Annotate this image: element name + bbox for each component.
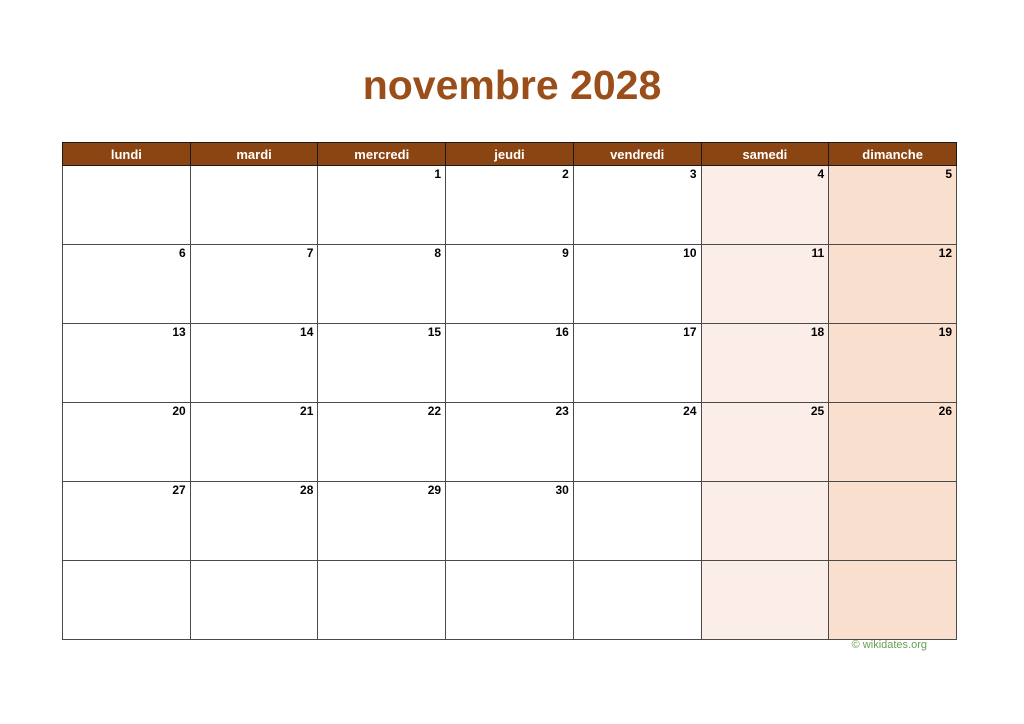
- day-cell: 16: [446, 324, 574, 403]
- weekday-header-mercredi: mercredi: [318, 143, 446, 166]
- day-cell: 10: [573, 245, 701, 324]
- day-cell: 13: [63, 324, 191, 403]
- day-cell: [829, 561, 957, 640]
- weekday-header-vendredi: vendredi: [573, 143, 701, 166]
- weekday-header-jeudi: jeudi: [446, 143, 574, 166]
- day-cell: 7: [190, 245, 318, 324]
- day-cell: 15: [318, 324, 446, 403]
- week-row: [63, 166, 957, 245]
- day-cell: 18: [701, 324, 829, 403]
- day-cell: 25: [701, 403, 829, 482]
- day-cell: 20: [63, 403, 191, 482]
- day-cell: [190, 561, 318, 640]
- day-cell: 1: [318, 166, 446, 245]
- day-cell: [829, 482, 957, 561]
- day-cell: 6: [63, 245, 191, 324]
- week-row: [63, 482, 957, 561]
- day-cell: 28: [190, 482, 318, 561]
- day-cell: 26: [829, 403, 957, 482]
- week-row: [63, 245, 957, 324]
- day-cell: 9: [446, 245, 574, 324]
- weekday-header-row: [63, 143, 957, 166]
- day-cell: 12: [829, 245, 957, 324]
- weekday-header-dimanche: dimanche: [829, 143, 957, 166]
- day-cell: 19: [829, 324, 957, 403]
- day-cell: 14: [190, 324, 318, 403]
- page-title: novembre 2028: [362, 62, 662, 108]
- day-cell: [190, 166, 318, 245]
- day-cell: 2: [446, 166, 574, 245]
- day-cell: 11: [701, 245, 829, 324]
- week-row: [63, 561, 957, 640]
- day-cell: [573, 482, 701, 561]
- calendar-table: [62, 142, 957, 640]
- copyright-text: © wikidates.org: [851, 639, 927, 651]
- day-cell: 23: [446, 403, 574, 482]
- day-cell: 24: [573, 403, 701, 482]
- weekday-header-lundi: lundi: [63, 143, 191, 166]
- day-cell: [63, 166, 191, 245]
- day-cell: 3: [573, 166, 701, 245]
- day-cell: 21: [190, 403, 318, 482]
- weekday-header-mardi: mardi: [190, 143, 318, 166]
- week-row: [63, 324, 957, 403]
- day-cell: 5: [829, 166, 957, 245]
- weekday-header-samedi: samedi: [701, 143, 829, 166]
- day-cell: [701, 561, 829, 640]
- day-cell: 22: [318, 403, 446, 482]
- day-cell: [573, 561, 701, 640]
- day-cell: [701, 482, 829, 561]
- day-cell: 8: [318, 245, 446, 324]
- day-cell: [446, 561, 574, 640]
- week-row: [63, 403, 957, 482]
- day-cell: 4: [701, 166, 829, 245]
- day-cell: 30: [446, 482, 574, 561]
- day-cell: 29: [318, 482, 446, 561]
- day-cell: 17: [573, 324, 701, 403]
- day-cell: [318, 561, 446, 640]
- day-cell: 27: [63, 482, 191, 561]
- day-cell: [63, 561, 191, 640]
